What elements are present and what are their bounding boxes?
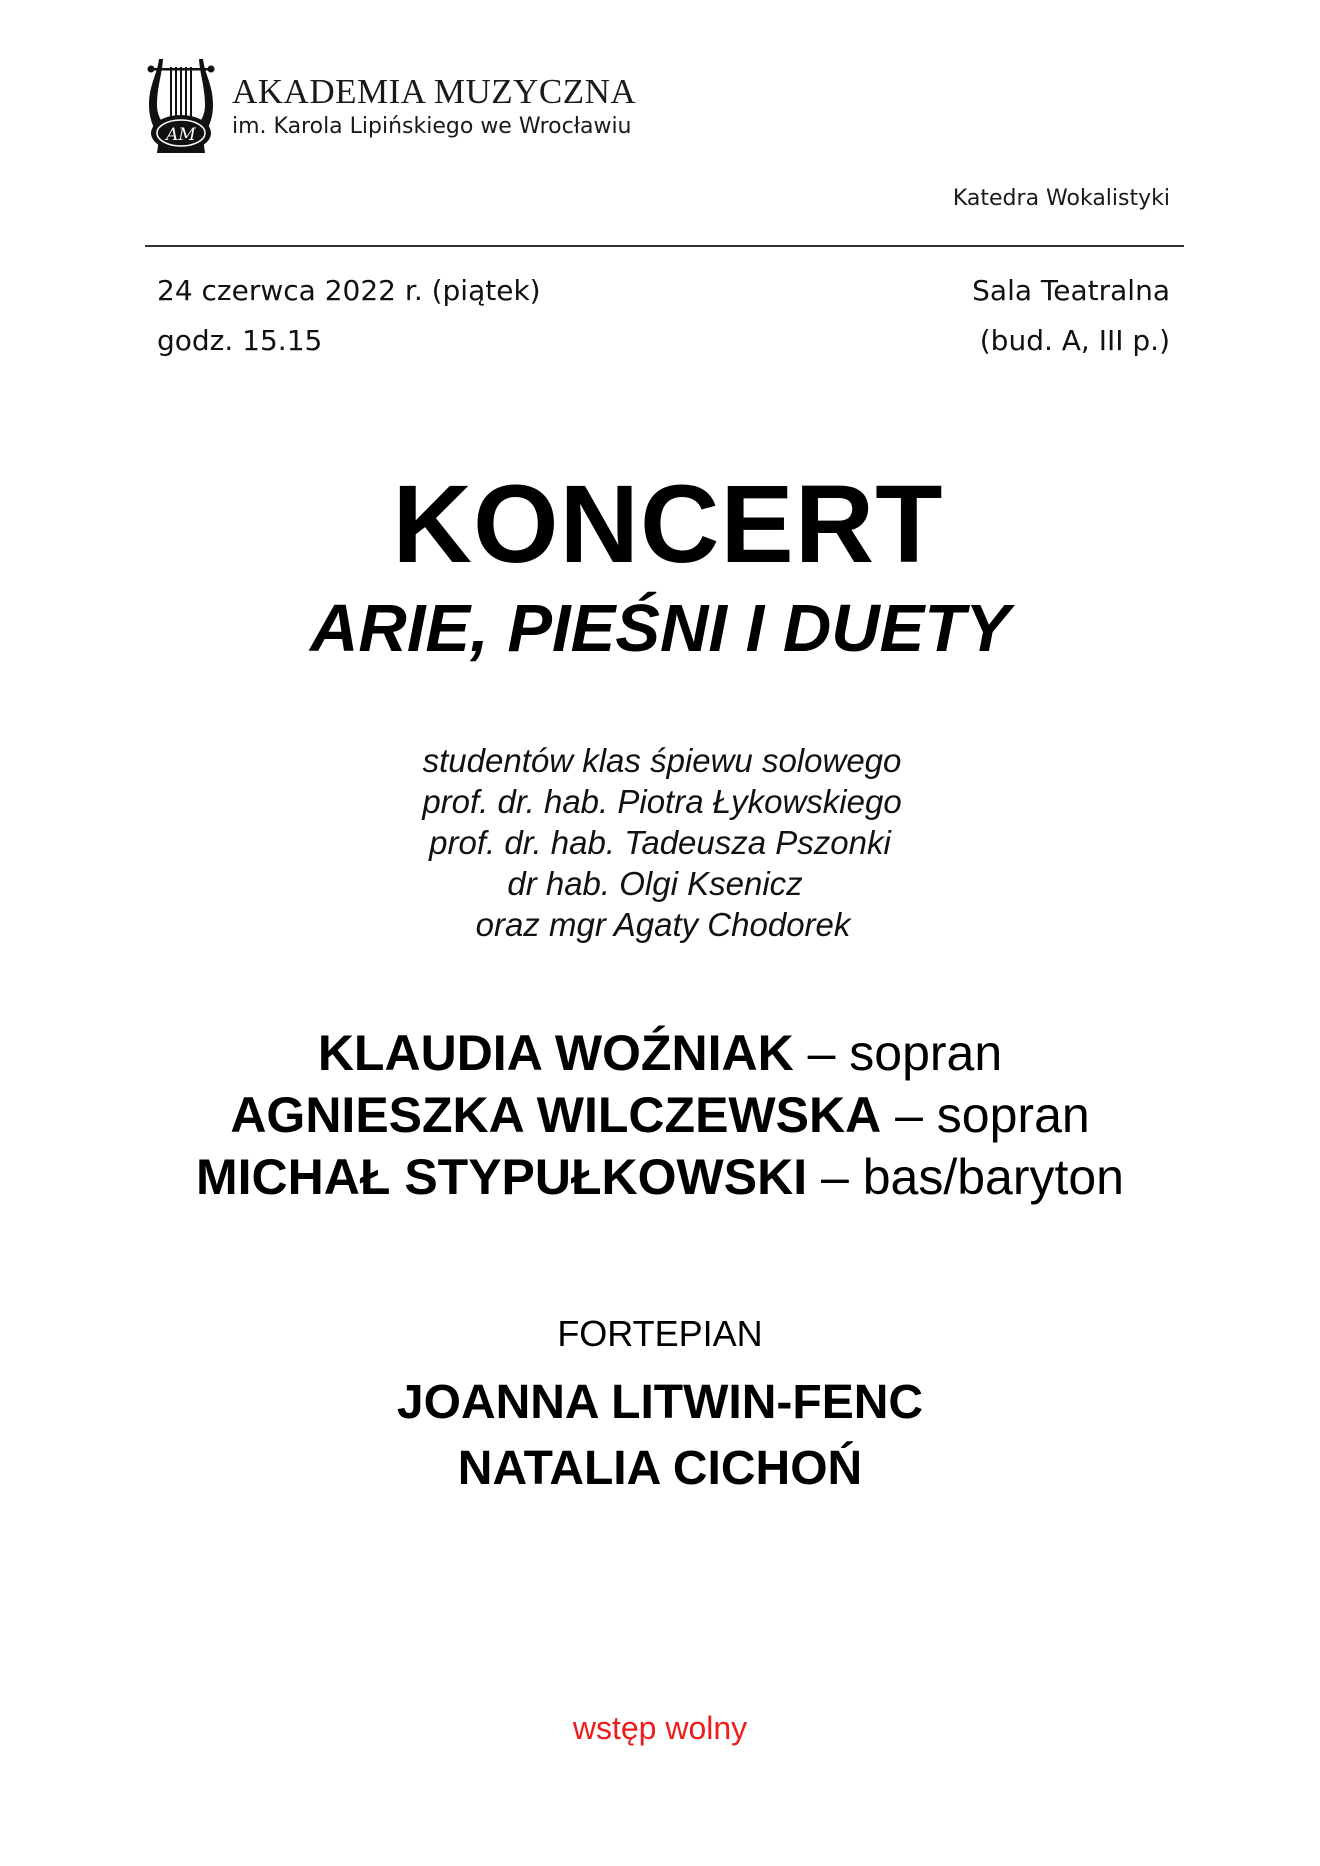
admission-note: wstęp wolny: [572, 1710, 748, 1746]
performer-separator: –: [807, 1149, 863, 1205]
performer-row: [0, 1146, 1320, 1208]
venue-location: (bud. A, III p.): [979, 324, 1170, 357]
performer-row: [0, 1084, 1320, 1146]
teacher-line: oraz mgr Agaty Chodorek: [475, 906, 851, 943]
event-time: godz. 15.15: [157, 324, 323, 357]
performers-list: [0, 1022, 1320, 1208]
event-date: 24 czerwca 2022 r. (piątek): [157, 274, 541, 307]
performer-voice: sopran: [849, 1025, 1003, 1081]
pianist-name: NATALIA CICHOŃ: [457, 1442, 863, 1495]
institution-name: AKADEMIA MUZYCZNA: [232, 72, 637, 111]
teacher-line: prof. dr. hab. Tadeusza Pszonki: [429, 824, 891, 861]
performer-separator: –: [881, 1087, 937, 1143]
svg-text:AM: AM: [166, 125, 196, 145]
performer-name: MICHAŁ STYPUŁKOWSKI: [196, 1149, 808, 1205]
venue-name: Sala Teatralna: [972, 274, 1170, 307]
poster-subtitle: ARIE, PIEŚNI I DUETY: [310, 591, 1010, 666]
event-datetime: [157, 266, 541, 366]
header-divider: [145, 245, 1184, 247]
pianists-list: [0, 1370, 1320, 1502]
performer-separator: –: [793, 1025, 850, 1081]
poster-title: KONCERT: [392, 463, 944, 586]
teachers-list: [0, 740, 1320, 945]
teacher-line: dr hab. Olgi Ksenicz: [507, 865, 803, 902]
teachers-intro: studentów klas śpiewu solowego: [422, 742, 902, 779]
department-name: Katedra Wokalistyki: [952, 186, 1170, 211]
pianist-name: JOANNA LITWIN-FENC: [396, 1376, 924, 1429]
teacher-line: prof. dr. hab. Piotra Łykowskiego: [422, 783, 902, 820]
event-venue: [972, 266, 1170, 366]
performer-row: [0, 1022, 1320, 1084]
piano-label: FORTEPIAN: [557, 1313, 763, 1354]
performer-voice: bas/baryton: [862, 1149, 1124, 1205]
performer-name: AGNIESZKA WILCZEWSKA: [230, 1087, 882, 1143]
institution-subtitle: im. Karola Lipińskiego we Wrocławiu: [232, 114, 632, 139]
performer-name: KLAUDIA WOŹNIAK: [317, 1025, 794, 1081]
performer-voice: sopran: [936, 1087, 1090, 1143]
lyre-icon: [145, 55, 217, 157]
